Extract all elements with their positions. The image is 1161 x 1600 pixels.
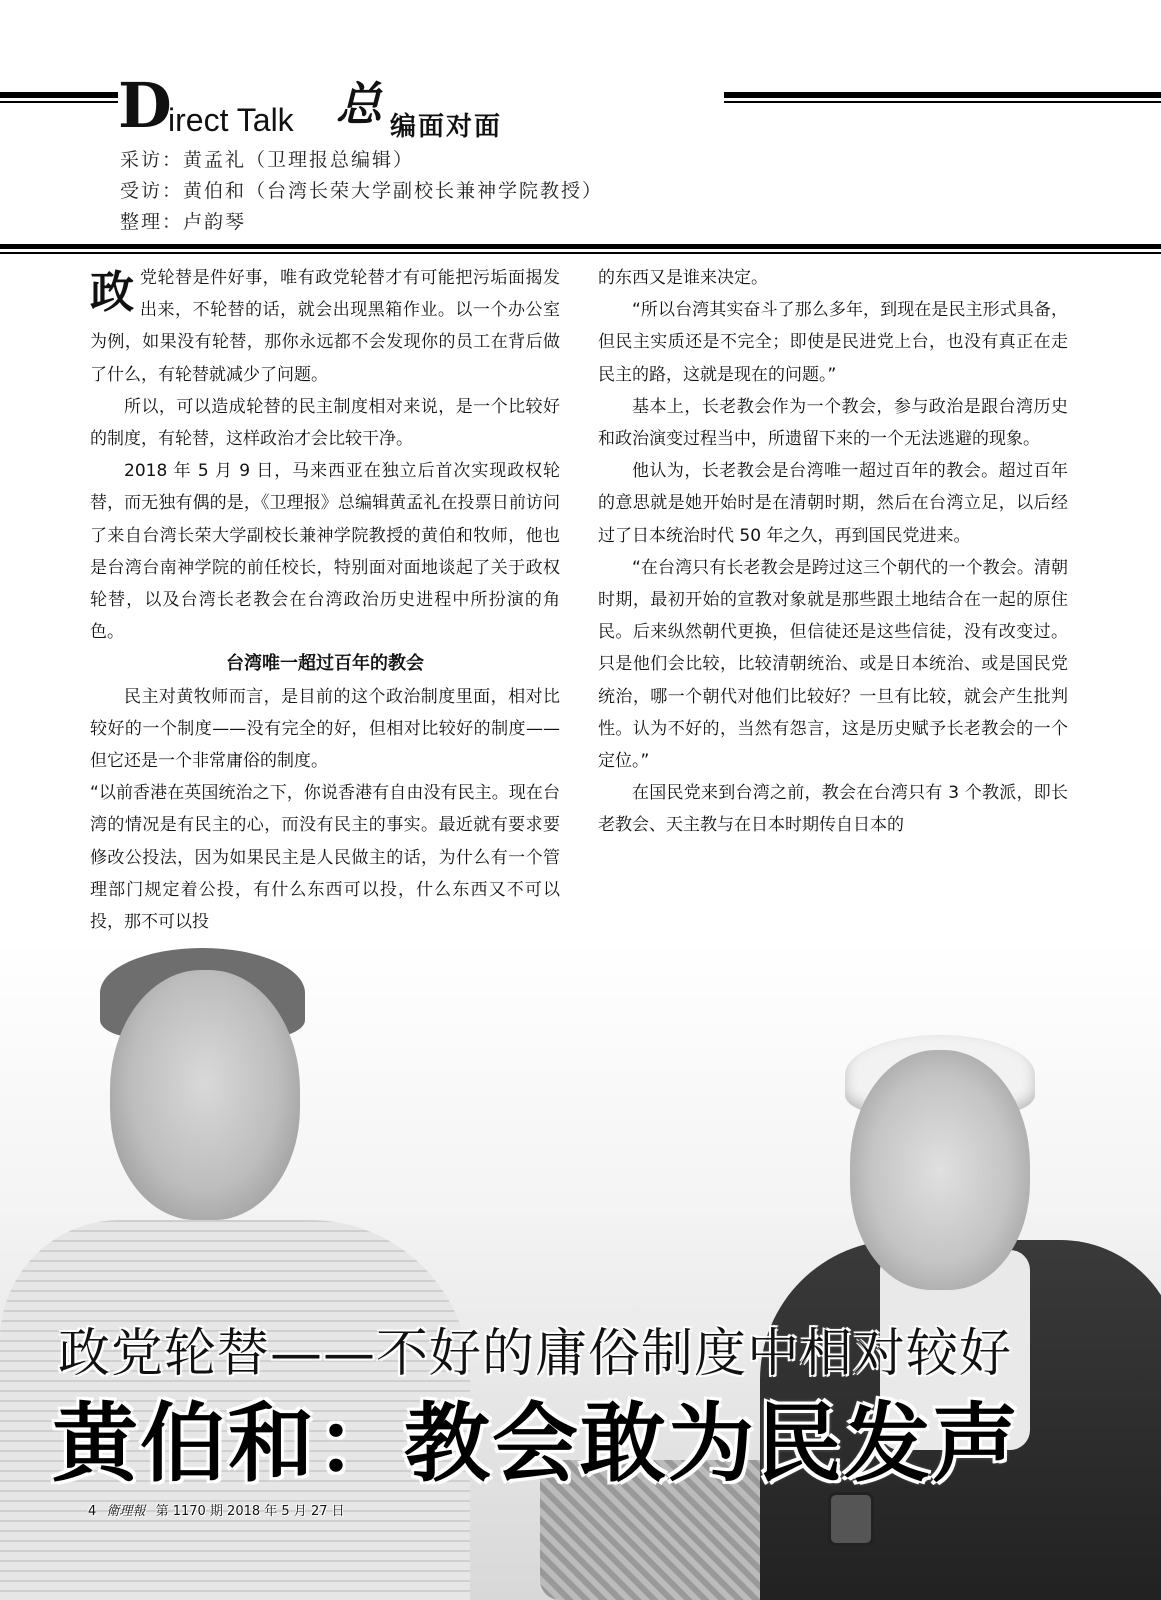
paragraph: 民主对黄牧师而言，是目前的这个政治制度里面，相对比较好的一个制度——没有完全的好，但相对比较好的制度——但它还是一个非常庸俗的制度。 [90, 686, 560, 772]
paragraph: 他认为，长老教会是台湾唯一超过百年的教会。超过百年的意思就是她开始时是在清朝时期，然后在台湾立足，以后经过了日本统治时代 50 年之久，再到国民党进来。 [598, 461, 1068, 546]
header-bottom-rule-thin [0, 252, 1161, 254]
paragraph: 基本上，长老教会作为一个教会，参与政治是跟台湾历史和政治演变过程当中，所遗留下来的一个无法逃避的现象。 [598, 396, 1068, 450]
interviewer-face [110, 970, 300, 1220]
masthead-title: irect Talk [168, 102, 294, 138]
paragraph: 在国民党来到台湾之前，教会在台湾只有 3 个教派，即长老教会、天主教与在日本时期传自日本的 [598, 783, 1068, 836]
headline-title: 黄伯和：教会敢为民发声 [52, 1394, 1020, 1494]
section-subhead: 台湾唯一超过百年的教会 [226, 653, 424, 675]
article-column-right [598, 262, 1068, 842]
masthead-zong-char: 总 [336, 77, 382, 131]
magazine-name: 衛理報 [106, 1504, 146, 1519]
drop-cap: 政 [90, 267, 134, 318]
masthead-initial: D [118, 69, 172, 142]
page-number: 4 [88, 1504, 97, 1519]
credit-editor: 整理：卢韵琴 [120, 211, 247, 233]
paragraph: 的东西又是谁来决定。 [598, 268, 768, 288]
paragraph: 所以，可以造成轮替的民主制度相对来说，是一个比较好的制度，有轮替，这样政治才会比较干净。 [90, 396, 560, 450]
paragraph: “所以台湾其实奋斗了那么多年，到现在是民主形式具备，但民主实质还是不完全；即使是民进党上台，也没有真正在走民主的路，这就是现在的问题。” [598, 300, 1068, 385]
page-footer [88, 1500, 345, 1519]
interviewee-face [850, 1050, 1030, 1290]
paragraph: “在台湾只有长老教会是跨过这三个朝代的一个教会。清朝时期，最初开始的宣教对象就是那些跟土地结合在一起的原住民。后来纵然朝代更换，但信徒还是这些信徒，没有改变过。只是他们会比较，比较清朝统治、或是日本统治、或是国民党统治，哪一个朝代对他们比较好？一旦有比较，就会产生批判性。认为不好的，当然有怨言，这是历史赋予长老教会的一个定位。” [598, 557, 1068, 772]
paragraph: 2018 年 5 月 9 日，马来西亚在独立后首次实现政权轮替，而无独有偶的是，《卫理报》总编辑黄孟礼在投票日前访问了来自台湾长荣大学副校长兼神学院教授的黄伯和牧师，他也是台湾台南神学院的前任校长，特别面对面地谈起了关于政权轮替，以及台湾长老教会在台湾政治历史进程中所扮演的角色。 [90, 461, 560, 643]
paragraph [90, 262, 560, 391]
masthead-subtitle: 编面对面 [390, 112, 503, 142]
article-column-left [90, 262, 560, 938]
headline-subtitle: 政党轮替——不好的庸俗制度中相对较好 [58, 1324, 1013, 1384]
credit-interviewee: 受访：黄伯和（台湾长荣大学副校长兼神学院教授） [120, 180, 604, 202]
header-bottom-rule-thick [0, 244, 1161, 249]
wristwatch [828, 1492, 874, 1546]
paragraph: “以前香港在英国统治之下，你说香港有自由没有民主。现在台湾的情况是有民主的心，而没有民主的事实。最近就有要求要修改公投法，因为如果民主是人民做主的话，为什么有一个管理部门规定着公投，有什么东西可以投，什么东西又不可以投，那不可以投 [90, 783, 560, 933]
section-masthead [118, 69, 724, 142]
issue-info: 第 1170 期 2018 年 5 月 27 日 [155, 1504, 345, 1519]
paragraph-text: 党轮替是件好事，唯有政党轮替才有可能把污垢面揭发出来，不轮替的话，就会出现黑箱作业。以一个办公室为例，如果没有轮替，那你永远都不会发现你的员工在背后做了什么，有轮替就减少了问题。 [90, 268, 560, 385]
article-credits [120, 145, 603, 238]
credit-interviewer: 采访：黄孟礼（卫理报总编辑） [120, 149, 415, 171]
